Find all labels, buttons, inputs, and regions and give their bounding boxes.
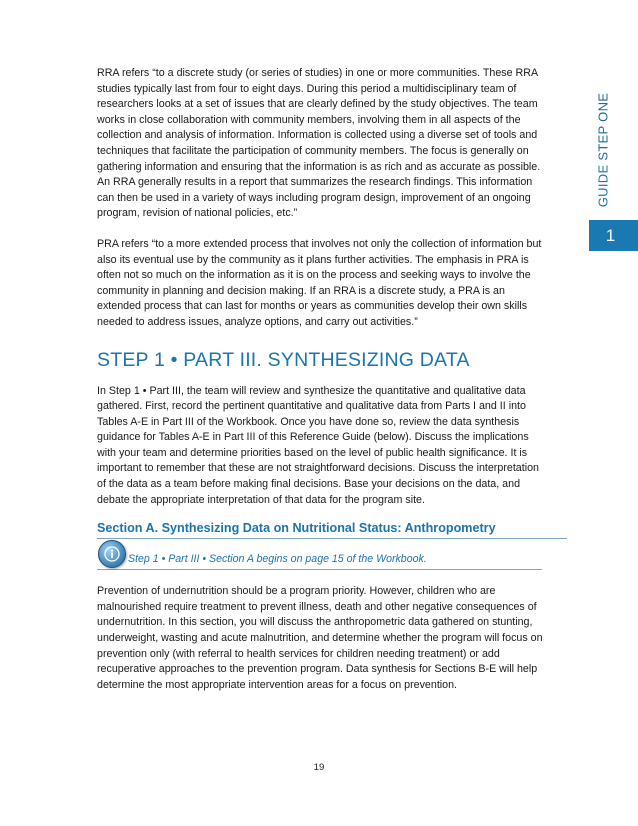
workbook-reference-text: Step 1 • Part III • Section A begins on page 15 of the Workbook. xyxy=(128,553,427,566)
guide-label: GUIDE xyxy=(595,164,611,208)
section-heading: Section A. Synthesizing Data on Nutritional Status: Anthropometry xyxy=(97,521,567,539)
info-circle-icon xyxy=(98,540,126,568)
section-paragraph: Prevention of undernutrition should be a program priority. However, children who are malnourished require treatment to prevent illness, death and other negative consequences of undernutrition. In this section, you will discuss the anthropometric data gathered on stunting, underweight, wasting and acute malnutrition, and determine whether the program will focus on prevention only (with referral to health services for children needing treatment) or add recuperative approaches to the prevention program. Data synthesis for Sections B-E will help determine the most appropriate intervention areas for a focus on prevention. xyxy=(97,585,543,691)
step-paragraph: In Step 1 • Part III, the team will review and synthesize the quantitative and qualitative data gathered. First, record the pertinent quantitative and qualitative data from Parts I and II into Tables A-E in Part III of the Workbook. Once you have done so, review the data synthesis guidance for Tables A-E in Part III of this Reference Guide (below). Discuss the implications with your team and determine priorities based on the level of public health significance. It is important to remember that these are not straightforward decisions. Discuss the interpretation of the data as a team before making final decisions. Base your decisions on the data, and debate the appropriate interpretation of that data for the program site. xyxy=(97,384,539,506)
page-number: 19 xyxy=(313,762,325,773)
step-number-tab xyxy=(589,220,638,251)
rra-paragraph: RRA refers “to a discrete study (or series of studies) in one or more communities. These RRA studies typically last from four to eight days. During this period a multidisciplinary team of researchers looks at a set of issues that are clearly defined by the study objectives. The team works in close collaboration with community members, involving them in all aspects of the collection and analysis of information. Information is collected using a diverse set of tools and techniques that facilitate the participation of community members. The focus is generally on gathering information and ensuring that the information is as rich and as accurate as possible. An RRA generally results in a report that summarizes the research findings. This information can then be used in a variety of ways including program design, improvement of an ongoing program, revision of national policies, etc.” xyxy=(97,67,541,220)
sidebar-guide-label xyxy=(592,88,614,212)
pra-paragraph: PRA refers “to a more extended process that involves not only the collection of information but also its eventual use by the community as it plans further activities. The emphasis in PRA is often not so much on the information as it is on the process and seeking ways to involve the community in planning and decision making. If an RRA is a discrete study, a PRA is an extended process that can last for months or years as communities develop their own skills needed to address issues, analyze options, and carry out activities.” xyxy=(97,237,542,328)
workbook-reference xyxy=(97,539,542,570)
main-content xyxy=(97,66,549,693)
step-number: 1 xyxy=(605,225,616,245)
step-label: STEP ONE xyxy=(595,92,611,161)
step-heading: STEP 1 • PART III. SYNTHESIZING DATA xyxy=(97,348,470,371)
